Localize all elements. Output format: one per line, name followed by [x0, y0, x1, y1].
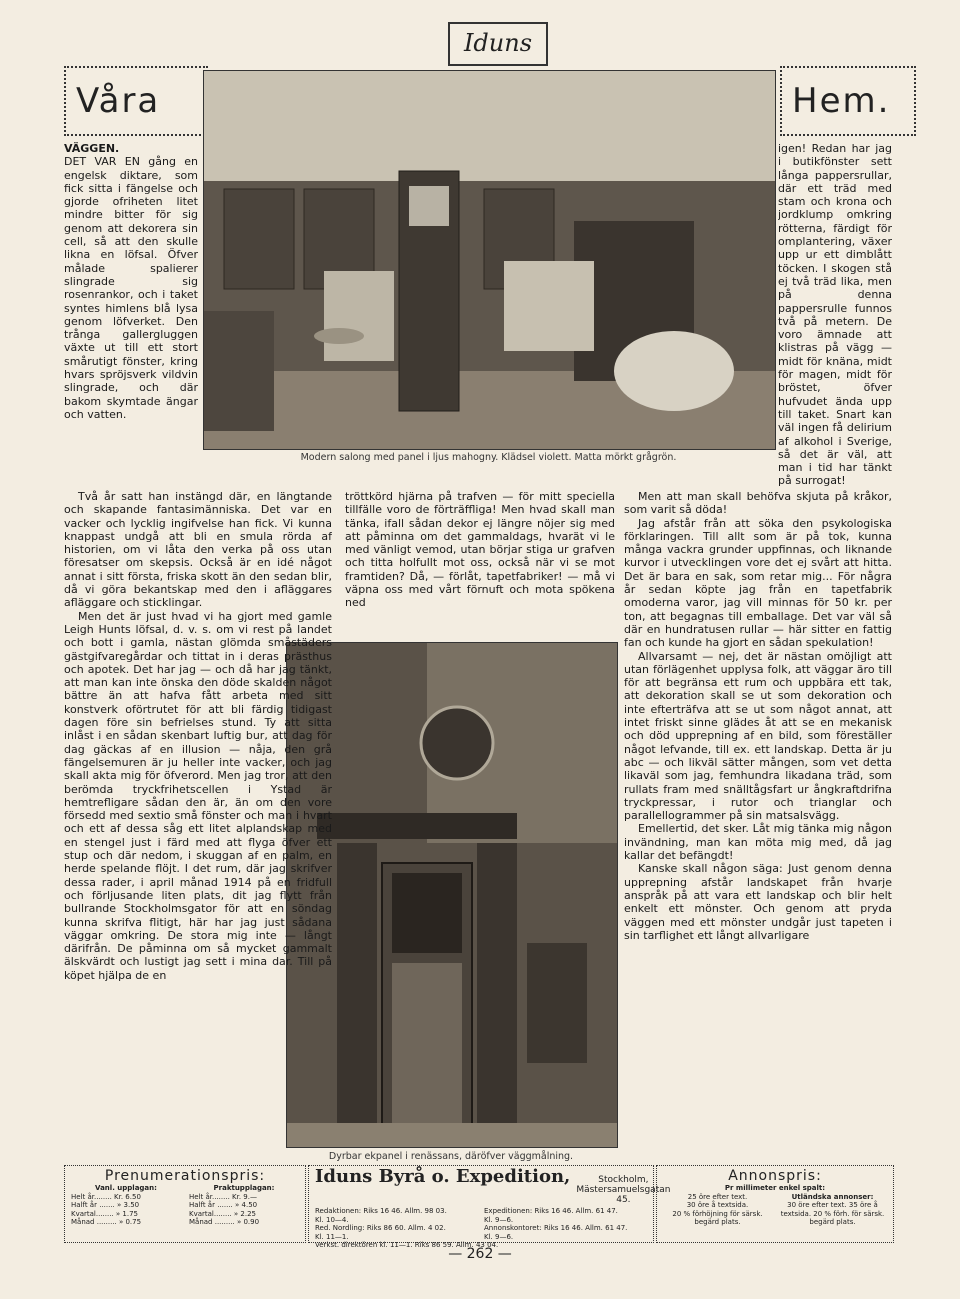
- office-city: Stockholm,: [598, 1175, 649, 1185]
- article-col1: [64, 490, 332, 1160]
- contact-line: Kl. 10—4.: [315, 1215, 349, 1224]
- article-col3: [624, 490, 892, 1160]
- advert-box: [656, 1165, 894, 1243]
- price-line: Halft år ....... » 3.50: [71, 1201, 140, 1210]
- photo-salon-caption: Modern salong med panel i ljus mahogny. Klädsel violett. Matta mörkt grågrön.: [300, 452, 677, 463]
- article-paragraph: Jag afstår från att söka den psykologiska förklaringen. Till allt som är på tok, kunna många vackra grunder uppfinnas, och liknande kurvor i utvecklingen vore det ej svårt att hitta. Det är bara en sak, som retar mig... För några år sedan köpte jag från en tapetfabrik omoderna varor, jag vill minnas för 50 kr. per ton, att begagnas till emballage. Det var väl så där en hundratusen rullar — här sitter en fattig fan och kunde ha gjort en sådan spekulation!: [624, 516, 892, 650]
- advert-line: 30 öre efter text. 35 öre å textsida. 20 % förh. för särsk. begärd plats.: [780, 1201, 885, 1227]
- title-left: Våra: [64, 66, 208, 136]
- price-line: Månad ......... » 0.75: [71, 1218, 142, 1227]
- advert-line: 25 öre efter text.: [687, 1192, 748, 1201]
- price-line: Månad ......... » 0.90: [189, 1218, 260, 1227]
- article-col2: [345, 490, 615, 630]
- photo-salon: [203, 70, 776, 450]
- article-paragraph: igen! Redan har jag i butikfönster sett långa pappersrullar, där ett träd med stam och krona och jordklump omkring rötterna, färdigt för omplantering, växer upp ur ett dimblått töcken. I skogen stå ej två träd lika, men på denna pappersrulle funnos två på metern. De voro ämnade att klistras på vägg — midt för knäna, midt för magen, midt för bröstet, öfver hufvudet ända upp till taket. Snart kan väl ingen få delirium af alkohol i Sverige, så det är väl, att man i tid har tänkt på surrogat!: [778, 142, 892, 488]
- contact-line: Verkst. direktören kl. 11—1. Riks 86 59. Allm. 43 04.: [315, 1241, 499, 1250]
- price-line: Helt år........ Kr. 6.50: [71, 1192, 141, 1201]
- office-box: [308, 1165, 671, 1250]
- article-paragraph: Men att man skall behöfva skjuta på kråkor, som varit så döda!: [624, 490, 892, 517]
- price-line: Kvartal........ » 1.75: [71, 1209, 138, 1218]
- contact-line: Kl. 11—1.: [315, 1232, 349, 1241]
- salon-illustration: [204, 71, 775, 449]
- advert-title: Annonspris:: [728, 1168, 822, 1184]
- photo-oak-panel-caption: Dyrbar ekpanel i renässans, däröfver väggmålning.: [328, 1151, 574, 1162]
- article-col1-top: [64, 142, 198, 488]
- article-paragraph: DET VAR EN gång en engelsk diktare, som fick sitta i fängelse och gjorde ofriheten litet mindre bitter för sig genom att dekorera sin cell, så att den skulle likna en löfsal. Öfver målade spalierer slingrade sig rosenrankor, och i taket syntes himlens blå lysa genom löfverket. Den trånga gallergluggen växte ut till ett stort smårutigt fönster, kring hvars spröjsverk vildvin slingrade, och där bakom skymtade ängar och vatten.: [64, 155, 198, 421]
- contact-line: Red. Nordling: Riks 86 60. Allm. 4 02.: [315, 1224, 446, 1233]
- price-line: Helt år........ Kr. 9.—: [189, 1192, 257, 1201]
- article-heading: VÄGGEN.: [64, 142, 120, 155]
- subscription-box: [64, 1165, 306, 1243]
- article-paragraph: tröttkörd hjärna på trafven — för mitt speciella tillfälle voro de förträffliga! Men hvad skall man tänka, ifall sådan dekor ej längre nöjer sig med att påminna om det gammaldags, hvarät vi le med vänligt vemod, utan börjar stiga ur grafven och titta holfullt mot oss, också när vi se mot framtiden? Då, — förlåt, tapetfabriker! — må vi väpna oss med vårt förnuft och mota spökena ned: [345, 490, 615, 610]
- price-line: Halft år ....... » 4.50: [189, 1201, 258, 1210]
- office-street: Mästersamuelsgatan 45.: [576, 1185, 671, 1205]
- article-paragraph: Två år satt han instängd där, en längtande och skapande fantasimänniska. Det var en vacker och lycklig ingifvelse han fick. Vi kunna knappast undgå att bli en smula rörda af historien, om vi låta den verka på oss utan föresatser om skepsis. Också är en idé något annat i sitt första, friska skott än den sedan blir, då vi göra bekantskap med den i afläggares afläggare och sticklingar.: [64, 490, 332, 610]
- article-paragraph: Men det är just hvad vi ha gjort med gamle Leigh Hunts löfsal, d. v. s. om vi rest på landet och bott i gamla, nästan glömda småstäders gästgifvaregårdar och tittat in i deras prästhus och apotek. Det har jag — och då har jag tänkt, att man kan inte önska den döde skalden något bättre än att hafva fått arbeta med sitt konstverk oförtrutet för att bli färdig tidigast dagen före sin befrielses stund. Ty att sitta inlåst i en sådan skenbart luftig bur, att dag för dag gäckas af en illusion — nåja, den grå fängelsemuren är ju heller inte vacker, och jag skall akta mig för öfverord. Men jag tror, att den berömda tryckfrihetscellen i Ystad är hemtrefligare sådan den är, än om den vore försedd med sextio små fönster och man i hvart och ett af dessa såg ett litet alplandskap med en stengel just i färd med att flyga öfver ett stup och där nedom, i skuggan af en palm, en herde spelande flöjt. I det rum, där jag skrifver dessa rader, i april månad 1914 på en fridfull och förljusande liten plats, dit jag flytt från bullrande Stockholmsgator för att en söndag kunna skrifva flitigt, här har jag just sådana väggar omkring. De stora mig inte — långt därifrån. De påminna om så mycket gammalt älskvärdt och lustigt jag sett i mina dar. Till på köpet hjälpa de en: [64, 609, 332, 982]
- title-right: Hem.: [780, 66, 916, 136]
- contact-line: Kl. 9—6.: [484, 1215, 514, 1224]
- article-col3-top: [778, 142, 892, 488]
- subscription-title: Prenumerationspris:: [104, 1168, 266, 1184]
- article-paragraph: Kanske skall någon säga: Just genom denna upprepning afstår landskapet från hvarje anspråk på att vara ett landskap och blir helt enkelt ett mönster. Och genom att pryda väggen med ett mönster undgår just tapeten i sin tarflighet ett långt allvarligare: [624, 862, 892, 942]
- advert-line: 20 % förhöjning för särsk. begärd plats.: [672, 1209, 763, 1227]
- contact-line: Annonskontoret: Riks 16 46. Allm. 61 47.: [484, 1224, 628, 1233]
- regular-edition-heading: Vanl. upplagan:: [95, 1184, 157, 1192]
- advert-line: Utländska annonser:: [791, 1192, 874, 1201]
- contact-line: Kl. 9—6.: [484, 1232, 514, 1241]
- contact-line: Expeditionen: Riks 16 46. Allm. 61 47.: [484, 1207, 618, 1215]
- advert-subtitle: Pr millimeter enkel spalt:: [724, 1184, 826, 1192]
- photo-oak-panel: [286, 642, 618, 1148]
- article-paragraph: Emellertid, det sker. Låt mig tänka mig någon invändning, man kan möta mig med, då jag kallar det befängdt!: [624, 822, 892, 863]
- page-number: — 262 —: [448, 1246, 512, 1262]
- oak-panel-illustration: [287, 643, 617, 1147]
- article-paragraph: Allvarsamt — nej, det är nästan omöjligt att utan förlägenhet upplysa folk, att väggar äro till för att begränsa ett rum och uppbära ett tak, att dekoration skall se ut som dekoration och inte efterträfva att se ut som något annat, att intet friskt sinne glädes åt att se en mekanisk och död upprepning af en bild, som föreställer något lefvande, till ex. ett landskap. Detta är ju abc — och likväl sätter mången, som vet detta likaväl som jag, femhundra likadana träd, som rullats fram med snälltågsfart ur ångkraftdrifna tryckpressar, i rutor och trianglar och parallellogrammer på sin matsalsvägg.: [624, 649, 892, 823]
- deluxe-edition-heading: Praktupplagan:: [213, 1184, 275, 1192]
- advert-line: 30 öre å textsida.: [686, 1201, 749, 1210]
- office-title: Iduns Byrå o. Expedition,: [315, 1166, 571, 1187]
- price-line: Kvartal........ » 2.25: [189, 1209, 256, 1218]
- masthead-logo: Iduns: [448, 22, 548, 66]
- contact-line: Redaktionen: Riks 16 46. Allm. 98 03.: [315, 1207, 447, 1215]
